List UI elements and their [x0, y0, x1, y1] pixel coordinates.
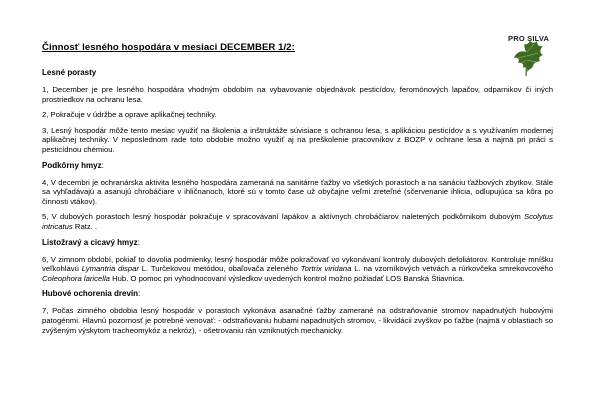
section-heading: Hubové ochorenia drevín: — [42, 289, 141, 299]
paragraph: 6, V zimnom období, pokiaľ to dovolia podmienky, lesný hospodár môže pokračovať vo vykonávaní kontroly dubových defoliátorov. Kontroluje mníšku veľkohlavú Lymantria dispar L. Turčekovou metódou, obaľovača zeleného Tortrix viridana L. na vzorníkových vetvách a rúrkovčeka smrekovcového Coleophora laricella Hub. O pomoc pri vyhodnocovaní výsledkov uvedených kontrol možno požiadať LOS Banská Štiavnica. — [42, 254, 553, 283]
paragraph: 7, Počas zimného obdobia lesný hospodár v porastoch vykonáva asanačné ťažby zamerané na odstraňovanie stromov napadnutých hubovými patogénmi. Hlavnú pozornosť je potrebné venovať: - odstraňovaniu hubami napadnutých stromov, - likvidácii zvyškov po ťažbe (najmä v oblastiach so zvýšeným výskytom tracheomykóz a nekróz), - ošetrovaniu rán vzniknutých mechanicky. — [42, 306, 553, 335]
paragraph: 4, V decembri je ochranárska aktivita lesného hospodára zameraná na sanitárne ťažby vo všetkých porastoch a na sanáciu ťažbových zbytkov. Stále sa vyhľadávajú a asanujú chrobáčiare v ihličnanoch, ktoré sú v tomto čase už obyčajne veľmi zreteľné (sčervenanie ihlicia, odlupujúca sa kôra po činnosti vtákov). — [42, 177, 553, 206]
document-title: Činnosť lesného hospodára v mesiaci DECEMBER 1/2: — [42, 42, 295, 53]
paragraph: 2, Pokračuje v údržbe a oprave aplikačnej techniky. — [42, 110, 217, 120]
section-heading: Podkôrny hmyz: — [42, 160, 104, 170]
section-heading: Lesné porasty — [42, 68, 97, 77]
paragraph: 5, V dubových porastoch lesný hospodár pokračuje v spracovávaní lapákov a aktívnych chrobáčiarov naletených podkôrnikom dubovým Scolytus intricatus Ratz. . — [42, 212, 553, 231]
logo-text: PRO SILVA — [508, 34, 550, 43]
document-body — [42, 64, 553, 341]
paragraph: 1, December je pre lesného hospodára vhodným obdobím na vybavovanie objednávok pesticídov, feromónových lapačov, odparnikov či iných prostriedkov na ochranu lesa. — [42, 85, 553, 104]
paragraph: 3, Lesný hospodár môže tento mesiac využiť na školenia a inštruktáže súvisiace s ochranou lesa, s aplikáciou pesticídov a s využívaním modernej aplikačnej techniky. V neposlednom rade toto obdobie možno využiť aj na preškolenie pracovníkov z BOZP v ochrane lesa a najmä pri práci s pesticídnou chémiou. — [42, 125, 553, 154]
section-heading: Listožravý a cicavý hmyz: — [42, 237, 140, 247]
